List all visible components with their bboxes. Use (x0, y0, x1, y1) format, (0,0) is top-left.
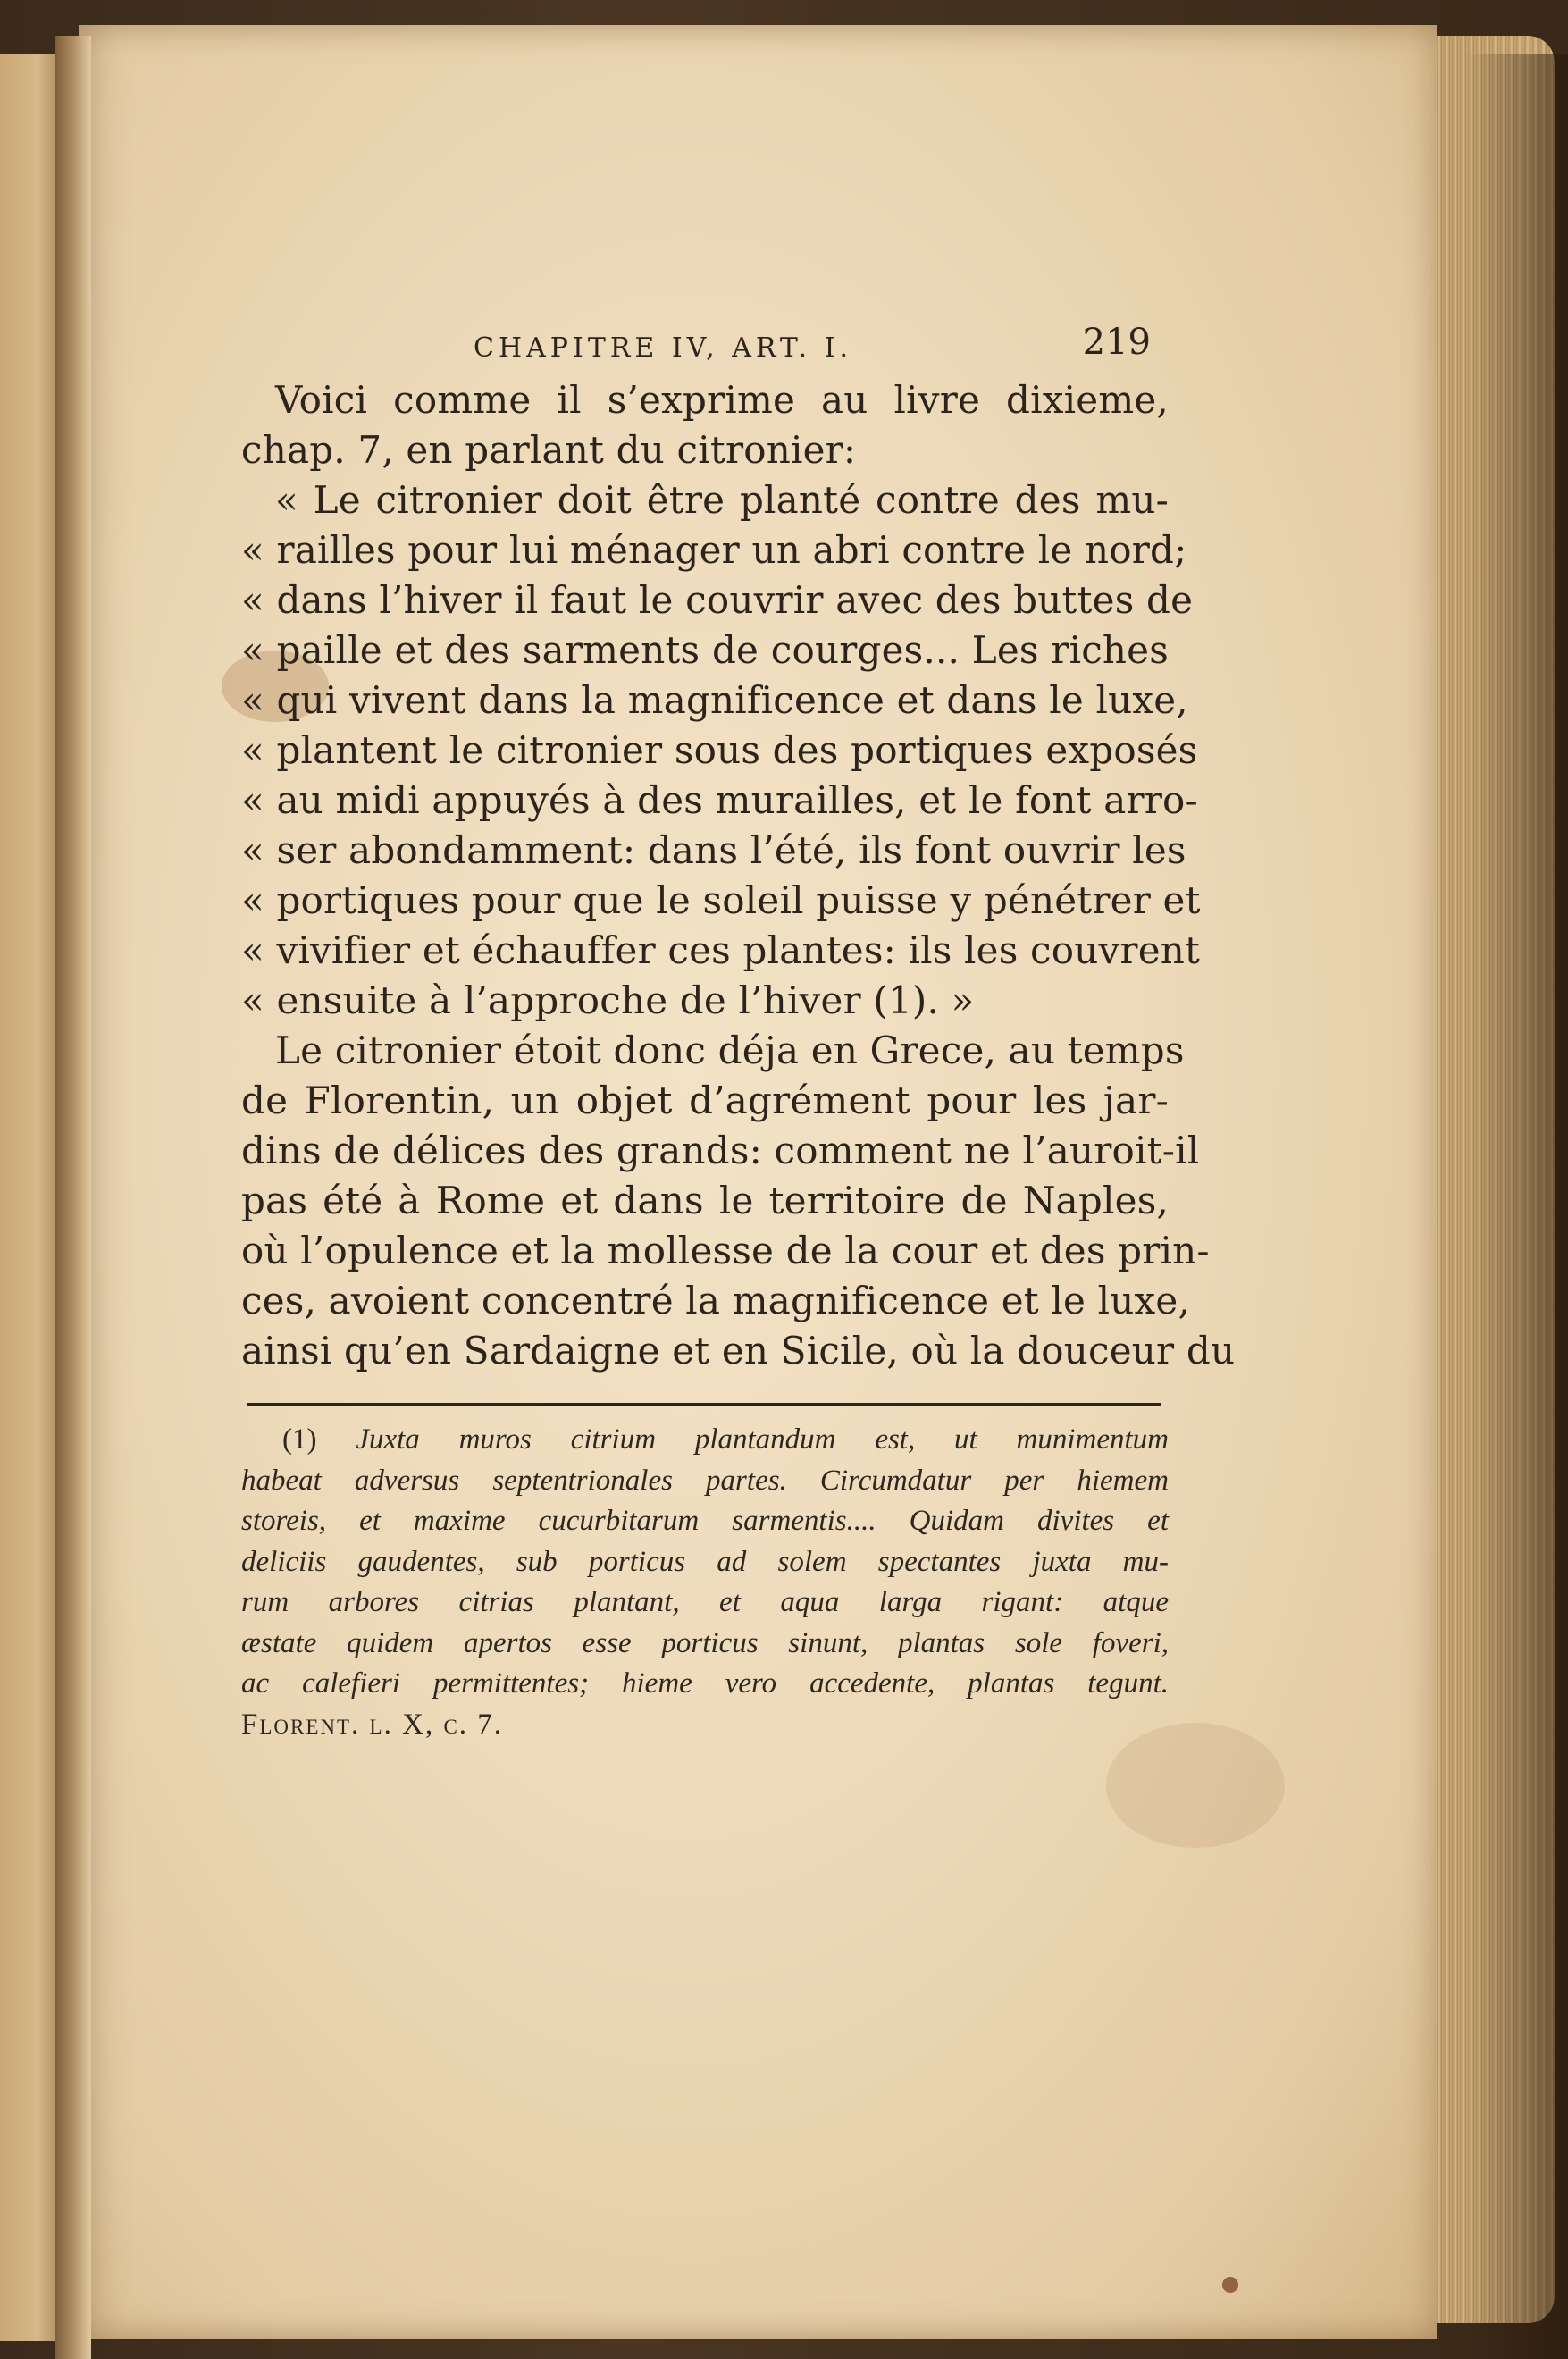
text-line: dins de délices des grands: comment ne l’auroit-il (241, 1129, 1200, 1172)
text-line: « portiques pour que le soleil puisse y pénétrer et (241, 878, 1201, 922)
footnote-text: Juxta muros citrium plantandum est, ut munimentum (356, 1423, 1170, 1456)
text-line: « ensuite à l’approche de l’hiver (1). » (241, 978, 975, 1022)
running-head (241, 322, 1169, 375)
page-text-block (241, 322, 1236, 1745)
left-page-edge (0, 54, 63, 2341)
text-line: où l’opulence et la mollesse de la cour et des prin- (241, 1229, 1210, 1272)
text-line: pas été à Rome et dans le territoire de Naples, (241, 1179, 1169, 1222)
text-line: « railles pour lui ménager un abri contre le nord; (241, 528, 1187, 572)
footnote (241, 1420, 1169, 1745)
page-number: 219 (1082, 322, 1151, 363)
page-edges-shadow (1465, 54, 1568, 2359)
text-line: « paille et des sarments de courges... Les riches (241, 628, 1169, 672)
footnote-line (241, 1420, 1169, 1461)
footnote-reference-line (241, 1705, 1169, 1746)
text-line: « au midi appuyés à des murailles, et le font arro- (241, 778, 1198, 822)
text-line: Voici comme il s’exprime au livre dixieme, (275, 378, 1169, 422)
footnote-line: deliciis gaudentes, sub porticus ad solem spectantes juxta mu- (241, 1545, 1169, 1578)
body-text (241, 375, 1236, 1376)
chapter-heading: CHAPITRE IV, ART. I. (474, 332, 852, 364)
text-line: de Florentin, un objet d’agrément pour les jar- (241, 1079, 1169, 1122)
text-line: ces, avoient concentré la magnificence et le luxe, (241, 1279, 1190, 1322)
footnote-line: ac calefieri permittentes; hieme vero accedente, plantas tegunt. (241, 1667, 1169, 1700)
text-line: ainsi qu’en Sardaigne et en Sicile, où la douceur du (241, 1329, 1236, 1373)
footnote-line: æstate quidem apertos esse porticus sinunt, plantas sole foveri, (241, 1626, 1169, 1659)
text-line: « vivifier et échauffer ces plantes: ils les couvrent (241, 928, 1201, 972)
book-gutter (55, 36, 91, 2359)
text-line: « ser abondamment: dans l’été, ils font ouvrir les (241, 828, 1186, 872)
footnote-rule (247, 1403, 1161, 1406)
footnote-line: habeat adversus septentrionales partes. Circumdatur per hiemem (241, 1464, 1169, 1497)
text-line: chap. 7, en parlant du citronier: (241, 428, 857, 472)
footnote-reference: Florent. l. X, c. 7. (241, 1708, 504, 1741)
footnote-line: storeis, et maxime cucurbitarum sarmentis.... Quidam divites et (241, 1505, 1169, 1537)
text-line: « dans l’hiver il faut le couvrir avec des buttes de (241, 578, 1194, 622)
text-line: « qui vivent dans la magnificence et dans le luxe, (241, 678, 1188, 722)
text-line: « Le citronier doit être planté contre des mu- (275, 478, 1169, 522)
text-line: « plantent le citronier sous des portiques exposés (241, 728, 1198, 772)
ink-spot (1222, 2277, 1238, 2293)
footnote-line: rum arbores citrias plantant, et aqua larga rigant: atque (241, 1586, 1169, 1618)
footnote-number: (1) (282, 1423, 317, 1456)
text-line: Le citronier étoit donc déja en Grece, au temps (275, 1028, 1185, 1072)
